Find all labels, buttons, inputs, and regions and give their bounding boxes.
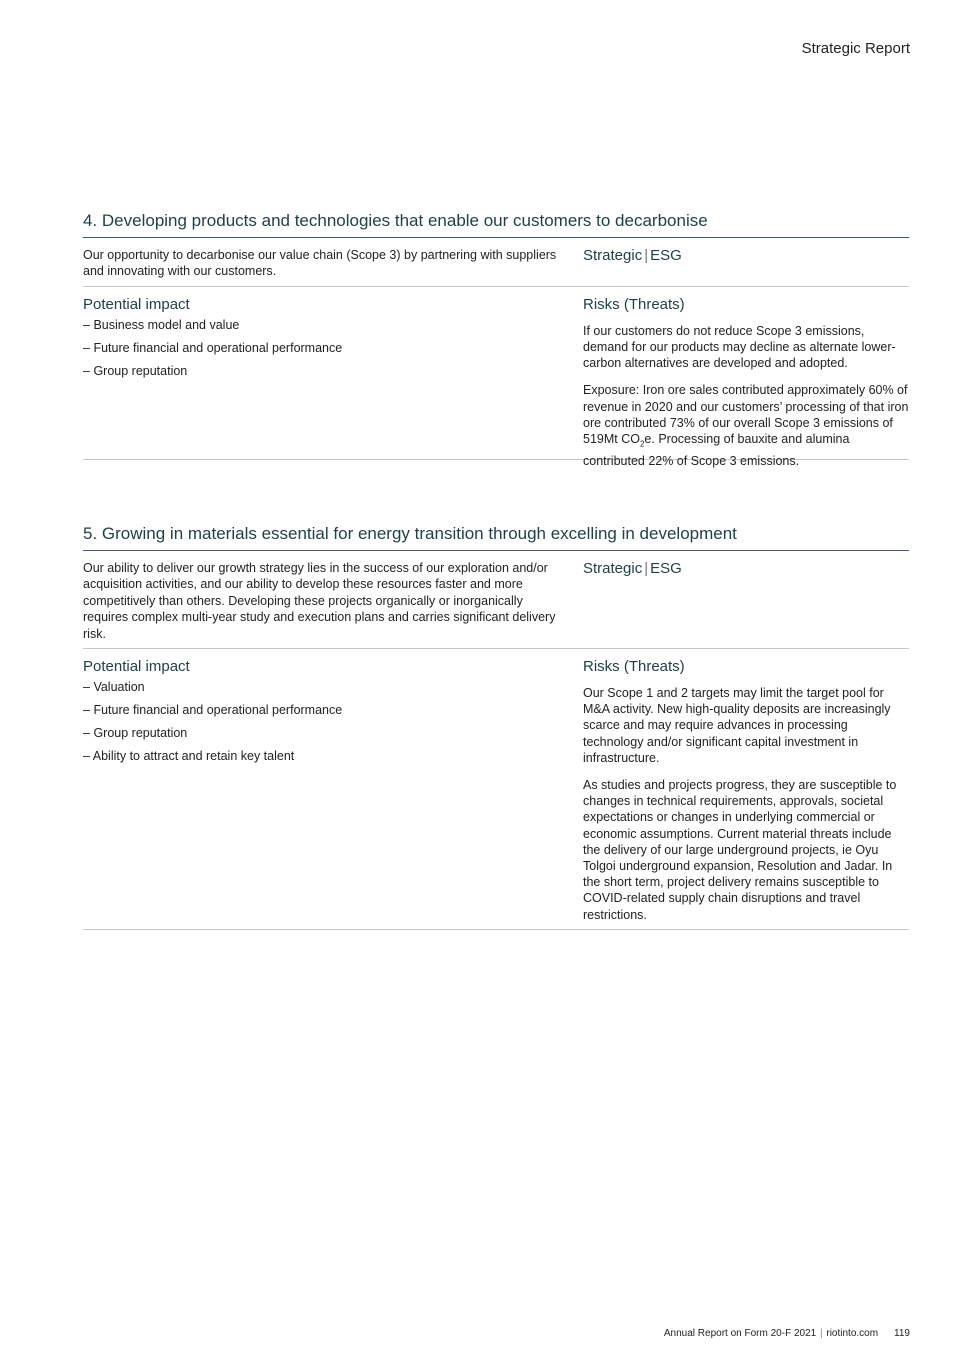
potential-impact-column bbox=[83, 649, 561, 764]
exposure-label: Exposure: bbox=[583, 383, 640, 398]
section-summary-row bbox=[83, 551, 909, 649]
impact-item: – Business model and value bbox=[83, 317, 240, 332]
risk-section-4 bbox=[83, 211, 909, 468]
tag-separator: | bbox=[644, 560, 649, 577]
potential-impact-column bbox=[83, 287, 561, 379]
risks-heading: Risks (Threats) bbox=[583, 295, 685, 313]
section-title: 5. Growing in materials essential for energy transition through excelling in development bbox=[83, 524, 909, 551]
footer-separator: | bbox=[817, 1328, 826, 1339]
risk-section-5 bbox=[83, 524, 909, 930]
impact-item: – Ability to attract and retain key talent bbox=[83, 749, 295, 764]
section-detail-row bbox=[83, 649, 909, 930]
impact-list bbox=[83, 679, 561, 764]
footer-website: riotinto.com bbox=[826, 1328, 879, 1339]
footer-report-title: Annual Report on Form 20-F 2021 bbox=[663, 1328, 817, 1339]
category-tags bbox=[583, 247, 682, 264]
section-detail-row bbox=[83, 287, 909, 468]
section-description: Our opportunity to decarbonise our value chain (Scope 3) by partnering with suppliers and innovating with our customers. bbox=[83, 248, 557, 279]
risk-paragraph: As studies and projects progress, they are susceptible to changes in technical requirements, approvals, societal expectations or changes in underlying commercial or economic assumptions. Current material threats include the delivery of our large underground projects, ie Oyu Tolgoi underground expansion, Resolution and Jadar. In the short term, project delivery remains susceptible to COVID-related supply chain disruptions and travel restrictions. bbox=[583, 778, 897, 922]
exposure-paragraph: Exposure: Iron ore sales contributed approximately 60% of revenue in 2020 and our customers’ processing of that iron ore contributed 73% of our overall Scope 3 emissions of 519Mt $CO_2e$. Processing of bauxite and alumina contributed 22% of Scope 3 emissions. bbox=[583, 383, 909, 468]
risk-paragraph: If our customers do not reduce Scope 3 emissions, demand for our products may decline as alternate lower-carbon alternatives are developed and adopted. bbox=[583, 323, 896, 371]
tag-strategic: Strategic bbox=[583, 560, 643, 577]
impact-item: – Group reputation bbox=[83, 363, 188, 378]
risks-column bbox=[583, 658, 909, 923]
potential-impact-heading: Potential impact bbox=[83, 295, 190, 313]
impact-item: – Future financial and operational performance bbox=[83, 703, 343, 718]
header-title: Strategic Report bbox=[801, 40, 910, 57]
impact-item: – Valuation bbox=[83, 680, 145, 695]
risk-paragraph: Our Scope 1 and 2 targets may limit the target pool for M&A activity. New high-quality deposits are increasingly scarce and may require advances in processing technology and/or significant capital investment in infrastructure. bbox=[583, 686, 891, 765]
tag-strategic: Strategic bbox=[583, 247, 643, 264]
tag-esg: ESG bbox=[650, 247, 682, 264]
page-number: 119 bbox=[894, 1328, 910, 1339]
section-description: Our ability to deliver our growth strategy lies in the success of our exploration and/or acquisition activities, and our ability to develop these resources faster and more competitively than others. Developing these projects organically or inorganically requires complex multi-year study and execution plans and carries significant delivery risk. bbox=[83, 561, 556, 641]
risks-heading: Risks (Threats) bbox=[583, 658, 685, 676]
potential-impact-heading: Potential impact bbox=[83, 658, 190, 676]
tag-separator: | bbox=[644, 247, 649, 264]
impact-list bbox=[83, 317, 561, 379]
section-title: 4. Developing products and technologies that enable our customers to decarbonise bbox=[83, 211, 909, 238]
tag-esg: ESG bbox=[650, 560, 682, 577]
page-footer bbox=[664, 1328, 910, 1339]
impact-item: – Group reputation bbox=[83, 726, 188, 741]
impact-item: – Future financial and operational performance bbox=[83, 340, 343, 355]
risks-column bbox=[583, 296, 909, 469]
section-summary-row bbox=[83, 238, 909, 287]
category-tags bbox=[583, 560, 682, 577]
